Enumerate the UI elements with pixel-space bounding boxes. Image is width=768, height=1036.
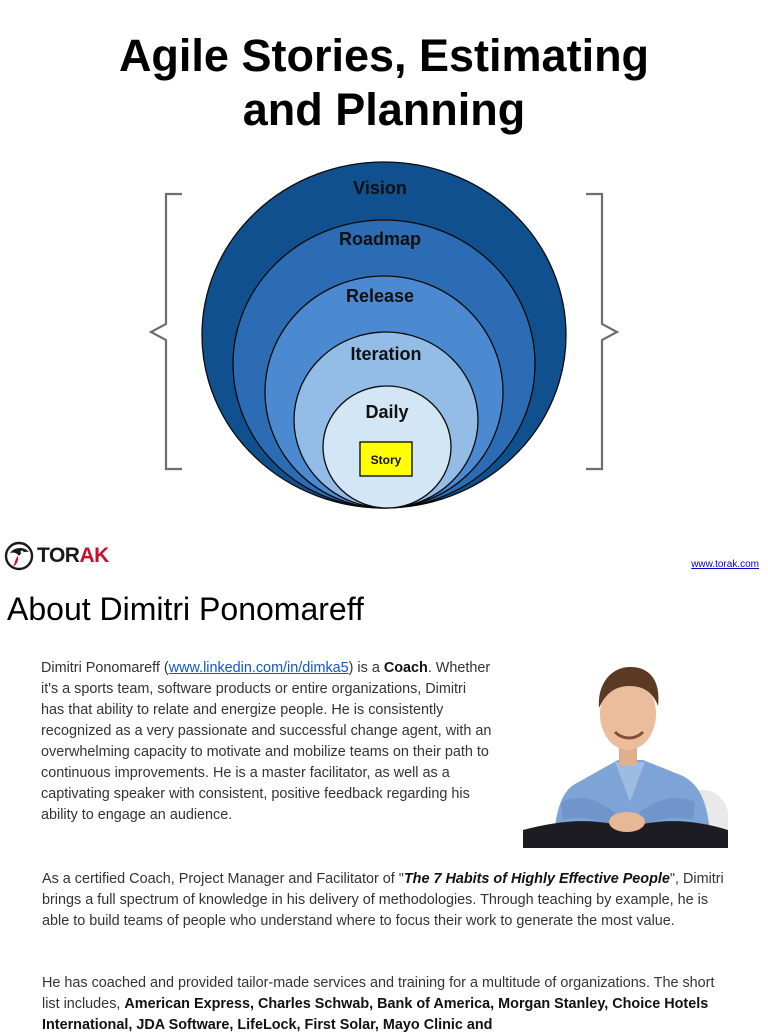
vision-label: Vision [353,178,407,198]
torak-hawk-icon [4,541,34,571]
left-bracket [151,194,182,469]
bio-paragraph-1: Dimitri Ponomareff (www.linkedin.com/in/dimka5) is a Coach. Whether it's a sports team, software products or entire organizations, Dimitri has that ability to relate and energize people. He is consistently recognized as a very passionate and successful change agent, with an overwhelming capacity to motivate and mobilize teams on their path to continuous improvements. He is a master facilitator, as well as a captivating speaker with consistent, positive feedback regarding his ability to engage an audience. [41,660,492,823]
daily-label: Daily [365,402,409,422]
page-title-line-1: Agile Stories, Estimating [118,30,650,81]
dimitri-portrait-photo [523,652,728,848]
linkedin-link[interactable]: www.linkedin.com/in/dimka5 [168,660,349,676]
bio-paragraph-2: As a certified Coach, Project Manager and Facilitator of "The 7 Habits of Highly Effective People", Dimitri brings a full spectrum of knowledge in his delivery of methodologies. Through teaching by example, he is able to build teams of people who understand where to focus their work to generate the most value. [42,871,724,929]
torak-logo [4,538,109,574]
page-title-line-2: and Planning [242,84,526,135]
website-link[interactable]: www.torak.com [691,559,759,570]
iteration-label: Iteration [350,344,422,364]
torak-wordmark: TORAK [37,544,109,567]
right-bracket [586,194,617,469]
release-label: Release [345,286,415,306]
bio-paragraph-3: He has coached and provided tailor-made services and training for a multitude of organizations. The short list includes, American Express, Charles Schwab, Bank of America, Morgan Stanley, Choice Hotels International, JDA Software, LifeLock, First Solar, Mayo Clinic and [42,975,715,1033]
story-label: Story [370,453,402,467]
roadmap-label: Roadmap [338,229,422,249]
about-heading: About Dimitri Ponomareff [7,591,364,627]
